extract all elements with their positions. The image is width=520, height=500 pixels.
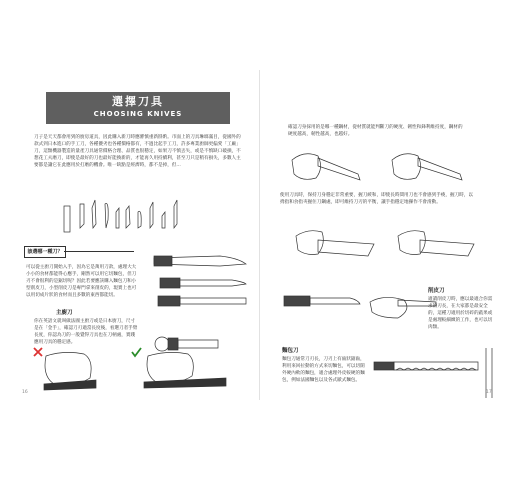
title-english: CHOOSING KNIVES <box>93 110 183 118</box>
middle-hand-2 <box>398 231 425 255</box>
bread-knife-heading: 麵包刀 <box>282 348 299 354</box>
left-page <box>20 70 256 400</box>
wrong-grip-illustration <box>34 348 100 398</box>
utility-knife-drawing <box>178 280 246 286</box>
chef-knife-heading: 主廚刀 <box>56 310 73 316</box>
grip-hand-1 <box>292 154 321 180</box>
grip-blade-2 <box>418 158 462 180</box>
bread-knife-drawing <box>180 298 246 304</box>
middle-blade-1 <box>318 240 374 256</box>
title-chinese: 選擇刀具 <box>112 95 164 108</box>
knife-9 <box>162 212 165 228</box>
cross-icon <box>34 348 42 356</box>
question-box: 該選哪一種刀？ <box>24 246 66 258</box>
knife-4 <box>105 203 108 228</box>
steel-paragraph: 確認刀身採用的是哪一種鋼材，從材質就能判斷刀的硬度、韌性和鋒利維持度，鋼材的硬度越高，韌性越高，也越好。 <box>288 125 463 137</box>
middle-blade-2 <box>420 240 474 256</box>
paring-knife-paragraph: 適讀削皮刀時，應以最適合你需求的刃長，在大家都是最安全的，這種刀適用於切碎的蔬果或是處理較細緻的工作，也可以切肉類。 <box>428 297 493 330</box>
knife-collection-illustration <box>60 198 200 238</box>
chef-knife-paragraph: 你在英語文就叫做法國主廚刀或是日本廚刀，尺寸是在「金手」，確認刀刃適當長度後，看選刀者手臂長度，你認為刀的一般覺得刀具也在刀柄處，實踐應用刀具的穩定感。 <box>34 319 138 345</box>
knife-blade-wrong <box>44 380 96 390</box>
paring-knife-handle <box>284 296 310 306</box>
bread-knife-handle-right <box>374 362 394 370</box>
utility-knife-handle <box>160 278 180 288</box>
title-banner <box>46 92 230 124</box>
grip-blade-1 <box>318 158 360 180</box>
check-icon <box>132 348 141 356</box>
knife-types-illustration <box>150 246 250 326</box>
knife-1 <box>64 206 70 232</box>
knife-6 <box>126 206 130 228</box>
paring-knife-heading: 削皮刀 <box>428 288 445 294</box>
page-number-left: 16 <box>22 390 28 395</box>
knife-grip-top-illustration <box>278 146 488 190</box>
peeler-blade <box>178 340 218 348</box>
knife-10 <box>174 200 177 228</box>
hand-drawing-right <box>147 352 193 383</box>
knife-8 <box>150 202 153 228</box>
knife-5 <box>116 208 119 228</box>
question-underline <box>64 251 134 252</box>
knife-2 <box>80 204 84 228</box>
hand-drawing-wrong <box>45 352 91 385</box>
bread-knife-handle <box>158 296 180 306</box>
right-grip-illustration <box>132 348 232 398</box>
main-knife-paragraph: 可以從主廚刀開始入手，因為它是萬用刀款，處理大大小小的食材都能得心應手，剛然可以用它切麵包，但刀刃不會很利的是鋸切呢？因此若要應該購入麵包刀和小型削皮刀，小型削皮刀是專門拿來削皮的，現實上也可以用切成片狀的食材而且多數的東西都能切。 <box>26 265 137 298</box>
grip-hand-2 <box>392 154 421 180</box>
middle-hand-1 <box>296 231 323 255</box>
book-gutter <box>259 70 260 400</box>
page-number-right: 17 <box>486 390 492 395</box>
grip-paragraph: 使用刀具時，保持刀身穩定非常重要，握刀緩和，即使長時間用刀也不會感到手痠，握刀時，以拇指和食指夾握住刀鋼處，即可維持刀刃的平衡，讓手指穩定地操作不會滑動。 <box>280 193 473 205</box>
chef-knife-handle <box>154 256 172 266</box>
bread-knife-illustration <box>372 344 498 400</box>
bread-knife-paragraph: 麵包刀通常刀刃長，刀刃上有齒狀鋸齒，利用來回拉動的方式來切麵包，可以切開外硬內軟的麵包，適合處理外皮較硬的麵包，例如法國麵包以及各式歐式麵包。 <box>282 357 365 383</box>
knife-7 <box>138 211 141 228</box>
knife-grip-middle-illustration <box>288 226 478 266</box>
knife-3 <box>92 200 96 228</box>
paring-knife-illustration <box>280 292 440 322</box>
paring-knife-blade <box>310 298 360 304</box>
right-page <box>264 70 500 400</box>
intro-paragraph: 刀子是天天都會用到的廚房道具，因此購入新刀時應審慎重新斟酌。市面上的刀具琳瑯滿目，從國外的款式到日本進口的手工刀，各種優劣也各種價格都有，不過比起手工刀，許多專業廚師更偏愛「工廠」刀，這類機器製造的量產刀具通常價格合理、品質也很穩定，如果刀不慎丟失，或是不慎缺口破損，不想花工夫磨刀，即使是最好的刀也最好能換新的，才能再久用持續利，甚至刀只是稍有損失，多數人主要都是讓它在此應用於打磨的機會。唯一缺點是經濟時，都不是掉，但... <box>34 135 241 168</box>
